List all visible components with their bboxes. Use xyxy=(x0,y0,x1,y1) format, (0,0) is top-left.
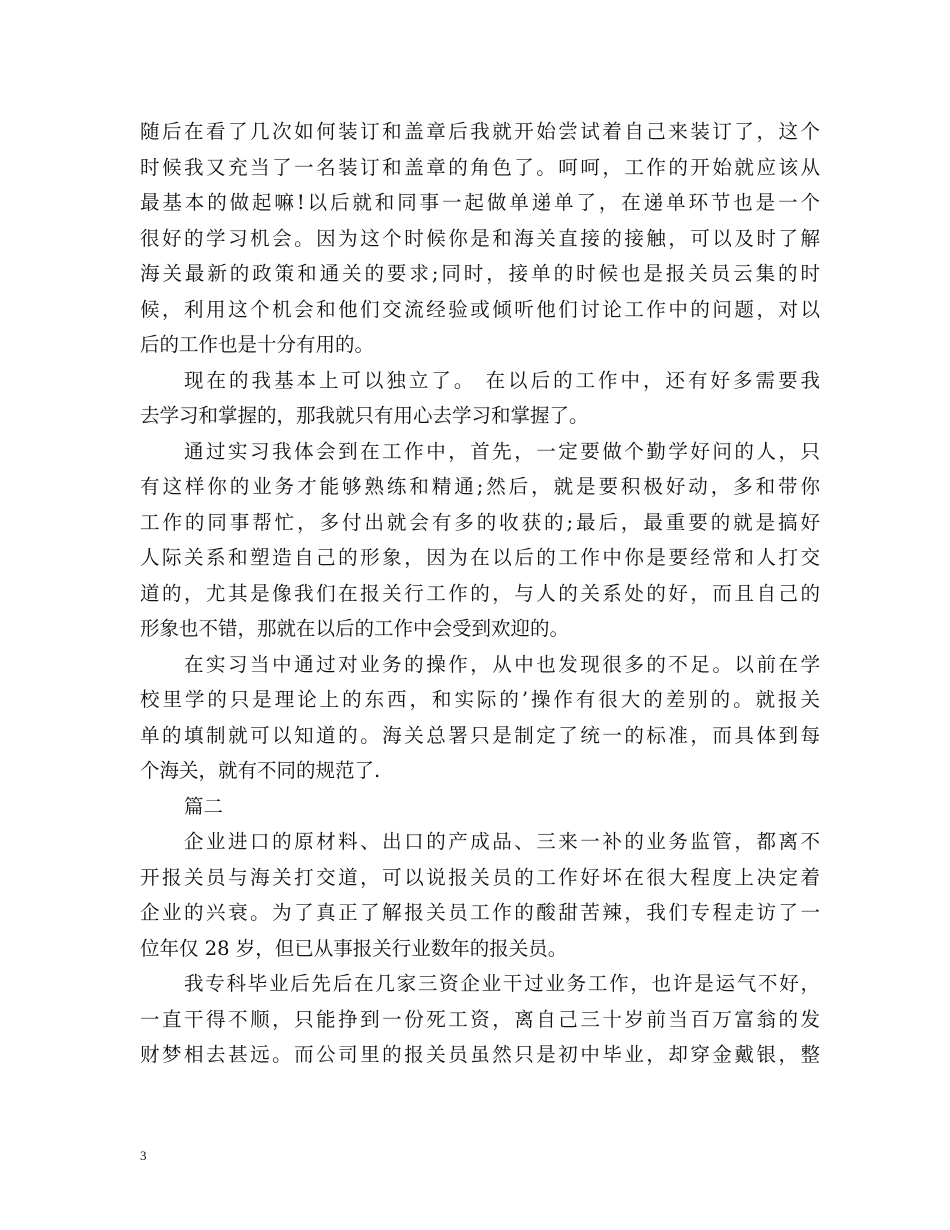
text-line: 随后在看了几次如何装订和盖章后我就开始尝试着自己来装订了，这个 xyxy=(140,120,820,143)
page-number: 3 xyxy=(140,1148,147,1163)
text-line: 最基本的做起嘛!以后就和同事一起做单递单了，在递单环节也是一个 xyxy=(140,191,820,214)
text-line: 篇二 xyxy=(184,794,224,818)
text-line: 形象也不错，那就在以后的工作中会受到欢迎的。 xyxy=(140,617,570,640)
text-line: 时候我又充当了一名装订和盖章的角色了。呵呵，工作的开始就应该从 xyxy=(140,155,820,179)
text-line: 工作的同事帮忙，多付出就会有多的收获的;最后，最重要的就是搞好 xyxy=(140,510,820,534)
text-line: 校里学的只是理论上的东西，和实际的’操作有很大的差别的。就报关 xyxy=(140,688,820,711)
text-line: 开报关员与海关打交道，可以说报关员的工作好坏在很大程度上决定着 xyxy=(140,865,820,889)
text-line: 道的，尤其是像我们在报关行工作的，与人的关系处的好，而且自己的 xyxy=(140,581,820,605)
text-line: 一直干得不顺，只能挣到一份死工资，离自己三十岁前当百万富翁的发 xyxy=(140,1007,820,1031)
text-line: 人际关系和塑造自己的形象，因为在以后的工作中你是要经常和人打交 xyxy=(140,546,820,569)
text-line: 后的工作也是十分有用的。 xyxy=(140,333,375,356)
text-line: 个海关，就有不同的规范了. xyxy=(140,759,381,782)
text-line: 去学习和掌握的，那我就只有用心去学习和掌握了。 xyxy=(140,404,589,427)
text-line: 海关最新的政策和通关的要求;同时，接单的时候也是报关员云集的时 xyxy=(140,262,820,285)
text-line: 单的填制就可以知道的。海关总署只是制定了统一的标准，而具体到每 xyxy=(140,723,820,747)
text-line: 在实习当中通过对业务的操作，从中也发现很多的不足。以前在学 xyxy=(184,652,820,676)
document-body xyxy=(140,114,820,1073)
text-line: 候，利用这个机会和他们交流经验或倾听他们讨论工作中的问题，对以 xyxy=(140,297,820,321)
text-line: 企业进口的原材料、出口的产成品、三来一补的业务监管，都离不 xyxy=(184,830,820,853)
text-line: 位年仅 28 岁，但已从事报关行业数年的报关员。 xyxy=(140,936,568,960)
text-line: 现在的我基本上可以独立了。 在以后的工作中，还有好多需要我 xyxy=(184,368,820,392)
text-line: 我专科毕业后先后在几家三资企业干过业务工作，也许是运气不好， xyxy=(184,972,820,995)
text-line: 财梦相去甚远。而公司里的报关员虽然只是初中毕业，却穿金戴银，整 xyxy=(140,1043,820,1066)
text-line: 很好的学习机会。因为这个时候你是和海关直接的接触，可以及时了解 xyxy=(140,226,820,250)
text-line: 有这样你的业务才能够熟练和精通;然后，就是要积极好动，多和带你 xyxy=(140,475,820,498)
text-line: 企业的兴衰。为了真正了解报关员工作的酸甜苦辣，我们专程走访了一 xyxy=(140,901,820,924)
text-line: 通过实习我体会到在工作中，首先，一定要做个勤学好问的人，只 xyxy=(184,439,820,463)
